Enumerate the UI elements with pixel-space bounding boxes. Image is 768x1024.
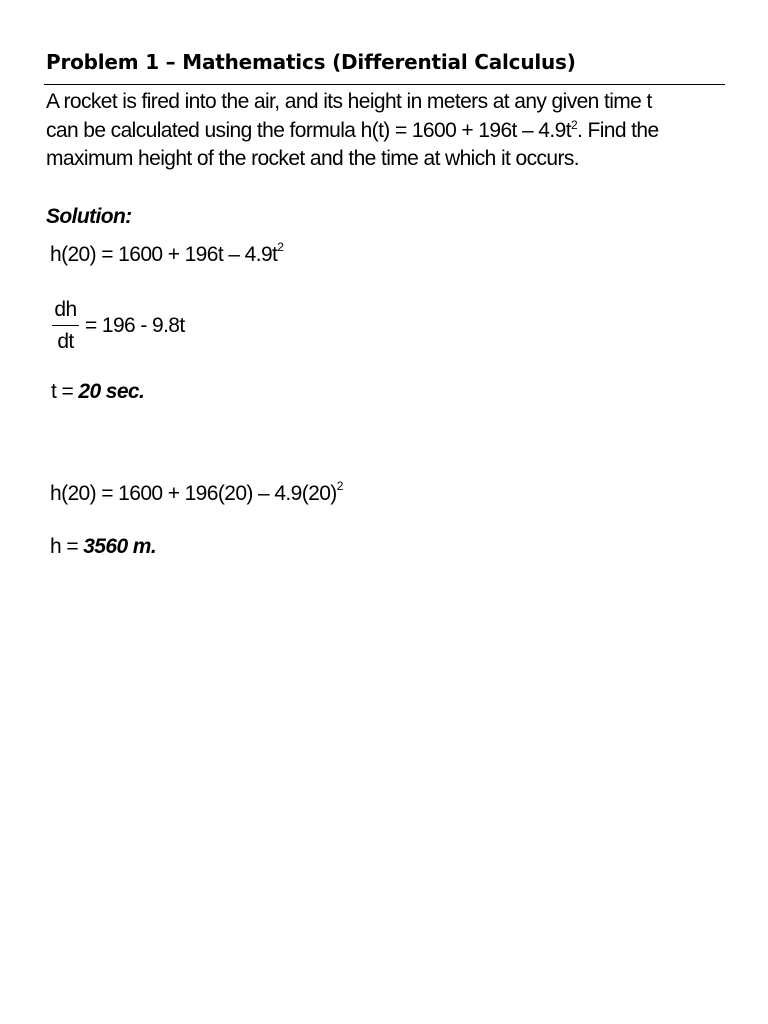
problem-line-2-formula: can be calculated using the formula h(t) = 1600 + 196t – 4.9t <box>46 118 571 142</box>
problem-exponent: 2 <box>570 117 578 132</box>
problem-line-3: maximum height of the rocket and the time at which it occurs. <box>46 147 579 170</box>
derivative-denominator: dt <box>57 330 74 353</box>
problem-line-2-end: . Find the <box>577 118 659 142</box>
time-value: 20 sec. <box>78 380 145 403</box>
height-value: 3560 m. <box>83 535 157 558</box>
equation-height-result <box>50 535 156 559</box>
equation-height-function <box>50 240 284 267</box>
time-prefix: t = <box>51 380 79 403</box>
solution-label: Solution: <box>46 205 132 228</box>
equation-height-function-exponent: 2 <box>277 240 284 254</box>
height-prefix: h = <box>50 535 84 558</box>
problem-line-1: A rocket is fired into the air, and its height in meters at any given time t <box>46 90 652 113</box>
title-underline <box>44 84 725 85</box>
equation-height-substituted-text: h(20) = 1600 + 196(20) – 4.9(20) <box>50 482 337 505</box>
equation-height-substituted-exponent: 2 <box>336 479 343 493</box>
equation-height-function-text: h(20) = 1600 + 196t – 4.9t <box>50 243 278 266</box>
derivative-rhs: = 196 - 9.8t <box>85 314 185 337</box>
equation-height-substituted <box>50 479 343 506</box>
problem-statement <box>46 88 726 174</box>
equation-derivative <box>52 298 185 354</box>
derivative-numerator: dh <box>54 298 77 321</box>
problem-line-2 <box>46 117 726 146</box>
page-title: Problem 1 – Mathematics (Differential Calculus) <box>46 50 576 74</box>
derivative-fraction <box>52 298 79 354</box>
equation-time-result <box>51 380 144 404</box>
